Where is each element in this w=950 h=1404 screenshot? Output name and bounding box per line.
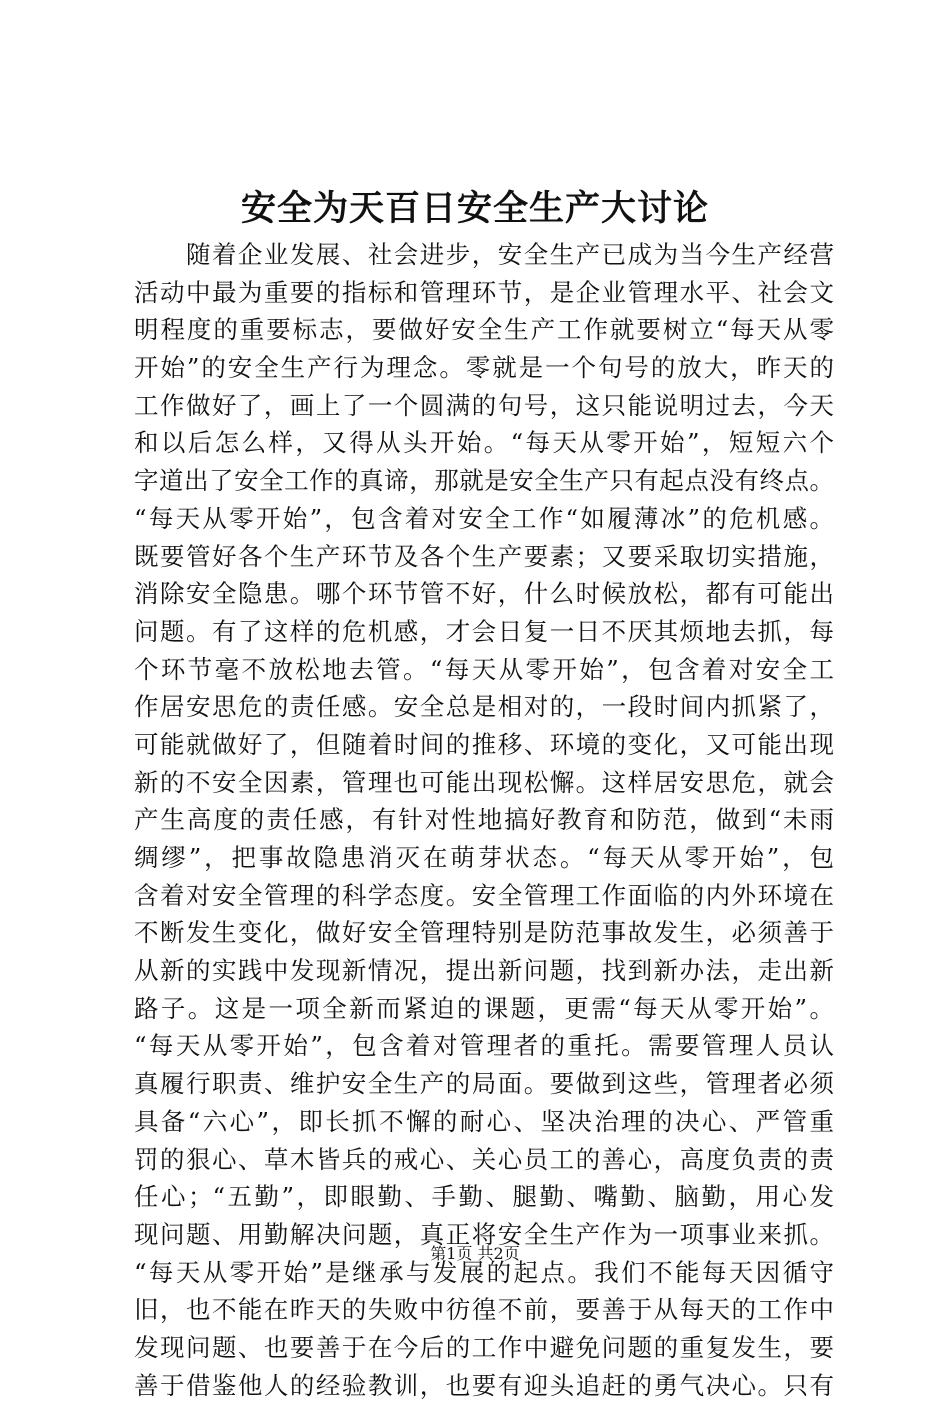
text-line: 问题。有了这样的危机感，才会日复一日不厌其烦地去抓，每 [134, 616, 834, 646]
text-line: 含着对安全管理的科学态度。安全管理工作面临的内外环境在 [134, 880, 834, 910]
document-title: 安全为天百日安全生产大讨论 [240, 189, 709, 229]
text-line: 和以后怎么样，又得从头开始。“每天从零开始”，短短六个 [134, 428, 834, 458]
text-line: 工作做好了，画上了一个圆满的句号，这只能说明过去，今天 [134, 390, 834, 420]
text-line: 新的不安全因素，管理也可能出现松懈。这样居安思危，就会 [134, 767, 834, 797]
text-line: 活动中最为重要的指标和管理环节，是企业管理水平、社会文 [134, 277, 834, 307]
text-line: 产生高度的责任感，有针对性地搞好教育和防范，做到“未雨 [134, 805, 834, 835]
text-line: 开始”的安全生产行为理念。零就是一个句号的放大，昨天的 [134, 353, 834, 383]
text-line: “每天从零开始”是继承与发展的起点。我们不能每天因循守 [134, 1257, 834, 1287]
text-line: 绸缪”，把事故隐患消灭在萌芽状态。“每天从零开始”，包 [134, 843, 834, 872]
text-line: 既要管好各个生产环节及各个生产要素；又要采取切实措施， [134, 541, 834, 571]
text-line: 具备“六心”，即长抓不懈的耐心、坚决治理的决心、严管重 [134, 1106, 834, 1136]
text-line: 明程度的重要标志，要做好安全生产工作就要树立“每天从零 [134, 315, 834, 345]
text-line: 路子。这是一项全新而紧迫的课题，更需“每天从零开始”。 [134, 993, 834, 1023]
text-line: 作居安思危的责任感。安全总是相对的，一段时间内抓紧了， [134, 692, 834, 722]
text-line: 个环节毫不放松地去管。“每天从零开始”，包含着对安全工 [134, 654, 834, 684]
text-line: 任心；“五勤”，即眼勤、手勤、腿勤、嘴勤、脑勤，用心发 [134, 1182, 834, 1212]
text-line: 可能就做好了，但随着时间的推移、环境的变化，又可能出现 [134, 729, 834, 759]
text-line: 不断发生变化，做好安全管理特别是防范事故发生，必须善于 [134, 918, 834, 948]
text-line: 随着企业发展、社会进步，安全生产已成为当今生产经营 [134, 240, 834, 269]
text-line: 字道出了安全工作的真谛，那就是安全生产只有起点没有终点。 [134, 466, 834, 496]
page-number: 第1页 共2页 [430, 1244, 520, 1263]
text-line: “每天从零开始”，包含着对安全工作“如履薄冰”的危机感。 [134, 503, 834, 533]
text-line: “每天从零开始”，包含着对管理者的重托。需要管理人员认 [134, 1031, 834, 1061]
text-line: 现问题、用勤解决问题，真正将安全生产作为一项事业来抓。 [134, 1219, 834, 1249]
text-line: 从新的实践中发现新情况，提出新问题，找到新办法，走出新 [134, 956, 834, 986]
body-paragraph [134, 236, 834, 1404]
text-line: 消除安全隐患。哪个环节管不好，什么时候放松，都有可能出 [134, 579, 834, 609]
text-line: 善于借鉴他人的经验教训，也要有迎头追赶的勇气决心。只有 [134, 1370, 834, 1400]
text-line: 旧，也不能在昨天的失败中彷徨不前，要善于从每天的工作中 [134, 1295, 834, 1325]
text-line: 真履行职责、维护安全生产的局面。要做到这些，管理者必须 [134, 1069, 834, 1099]
text-line: 罚的狠心、草木皆兵的戒心、关心员工的善心，高度负责的责 [134, 1144, 834, 1174]
text-line: 发现问题、也要善于在今后的工作中避免问题的重复发生，要 [134, 1332, 834, 1362]
